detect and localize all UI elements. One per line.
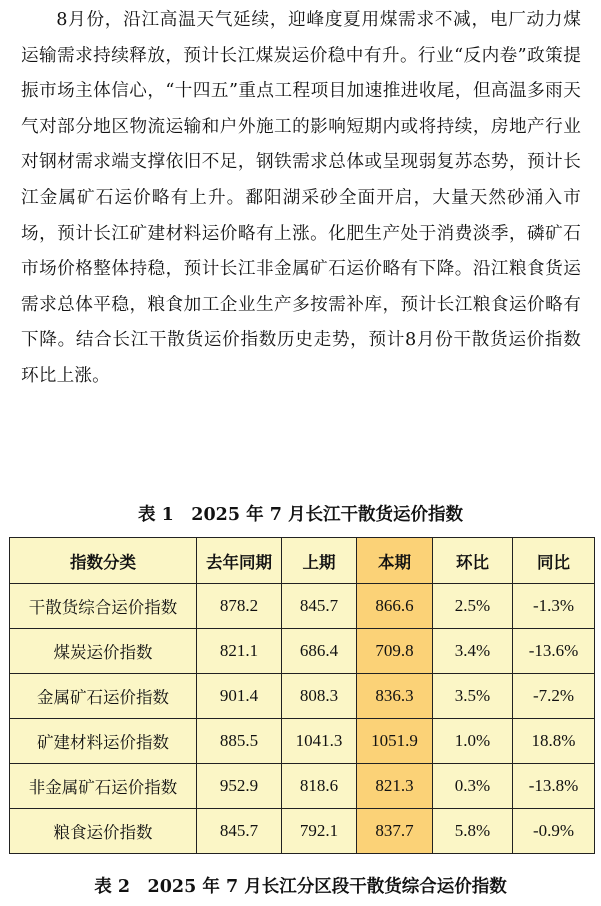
cell-previous: 845.7: [282, 584, 357, 629]
table-row: [10, 809, 595, 854]
cell-mom: 3.5%: [433, 674, 513, 719]
cell-yoy: -7.2%: [513, 674, 595, 719]
row-name: 煤炭运价指数: [10, 629, 197, 674]
cell-last-year: 901.4: [197, 674, 282, 719]
body-paragraph: [21, 3, 581, 395]
cell-last-year: 952.9: [197, 764, 282, 809]
cell-previous: 818.6: [282, 764, 357, 809]
table2-caption: 表 2 2025 年 7 月长江分区段干散货综合运价指数: [94, 877, 507, 897]
cell-previous: 808.3: [282, 674, 357, 719]
header-current: 本期: [357, 538, 433, 584]
row-name: 矿建材料运价指数: [10, 719, 197, 764]
table-row: [10, 629, 595, 674]
cell-yoy: -13.8%: [513, 764, 595, 809]
cell-yoy: -0.9%: [513, 809, 595, 854]
cell-current: 836.3: [357, 674, 433, 719]
paragraph-text: 8月份，沿江高温天气延续，迎峰度夏用煤需求不减，电厂动力煤运输需求持续释放，预计长江煤炭运价稳中有升。行业“反内卷”政策提振市场主体信心，“十四五”重点工程项目加速推进收尾，但高温多雨天气对部分地区物流运输和户外施工的影响短期内或将持续，房地产行业对钢材需求端支撑依旧不足，钢铁需求总体或呈现弱复苏态势，预计长江金属矿石运价略有上升。鄱阳湖采砂全面开启，大量天然砂涌入市场，预计长江矿建材料运价略有上涨。化肥生产处于消费淡季，磷矿石市场价格整体持稳，预计长江非金属矿石运价略有下降。沿江粮食货运需求总体平稳，粮食加工企业生产多按需补库，预计长江粮食运价略有下降。结合长江干散货运价指数历史走势，预计8月份干散货运价指数环比上涨。: [21, 10, 581, 386]
row-name: 非金属矿石运价指数: [10, 764, 197, 809]
row-name: 干散货综合运价指数: [10, 584, 197, 629]
cell-previous: 1041.3: [282, 719, 357, 764]
table1-caption: 表 1 2025 年 7 月长江干散货运价指数: [138, 505, 463, 525]
header-previous: 上期: [282, 538, 357, 584]
header-mom: 环比: [433, 538, 513, 584]
cell-mom: 1.0%: [433, 719, 513, 764]
cell-current: 821.3: [357, 764, 433, 809]
header-category: 指数分类: [10, 538, 197, 584]
cell-previous: 686.4: [282, 629, 357, 674]
table-header-row: [10, 538, 595, 584]
cell-previous: 792.1: [282, 809, 357, 854]
cell-mom: 5.8%: [433, 809, 513, 854]
cell-mom: 0.3%: [433, 764, 513, 809]
cell-current: 837.7: [357, 809, 433, 854]
cell-yoy: -13.6%: [513, 629, 595, 674]
header-yoy: 同比: [513, 538, 595, 584]
freight-index-table: [9, 537, 595, 854]
header-last-year: 去年同期: [197, 538, 282, 584]
cell-last-year: 878.2: [197, 584, 282, 629]
table-row: [10, 764, 595, 809]
cell-yoy: -1.3%: [513, 584, 595, 629]
cell-last-year: 845.7: [197, 809, 282, 854]
table-row: [10, 719, 595, 764]
table-row: [10, 584, 595, 629]
cell-yoy: 18.8%: [513, 719, 595, 764]
table-row: [10, 674, 595, 719]
cell-last-year: 885.5: [197, 719, 282, 764]
cell-current: 709.8: [357, 629, 433, 674]
row-name: 粮食运价指数: [10, 809, 197, 854]
cell-current: 1051.9: [357, 719, 433, 764]
cell-mom: 2.5%: [433, 584, 513, 629]
cell-current: 866.6: [357, 584, 433, 629]
row-name: 金属矿石运价指数: [10, 674, 197, 719]
cell-last-year: 821.1: [197, 629, 282, 674]
cell-mom: 3.4%: [433, 629, 513, 674]
